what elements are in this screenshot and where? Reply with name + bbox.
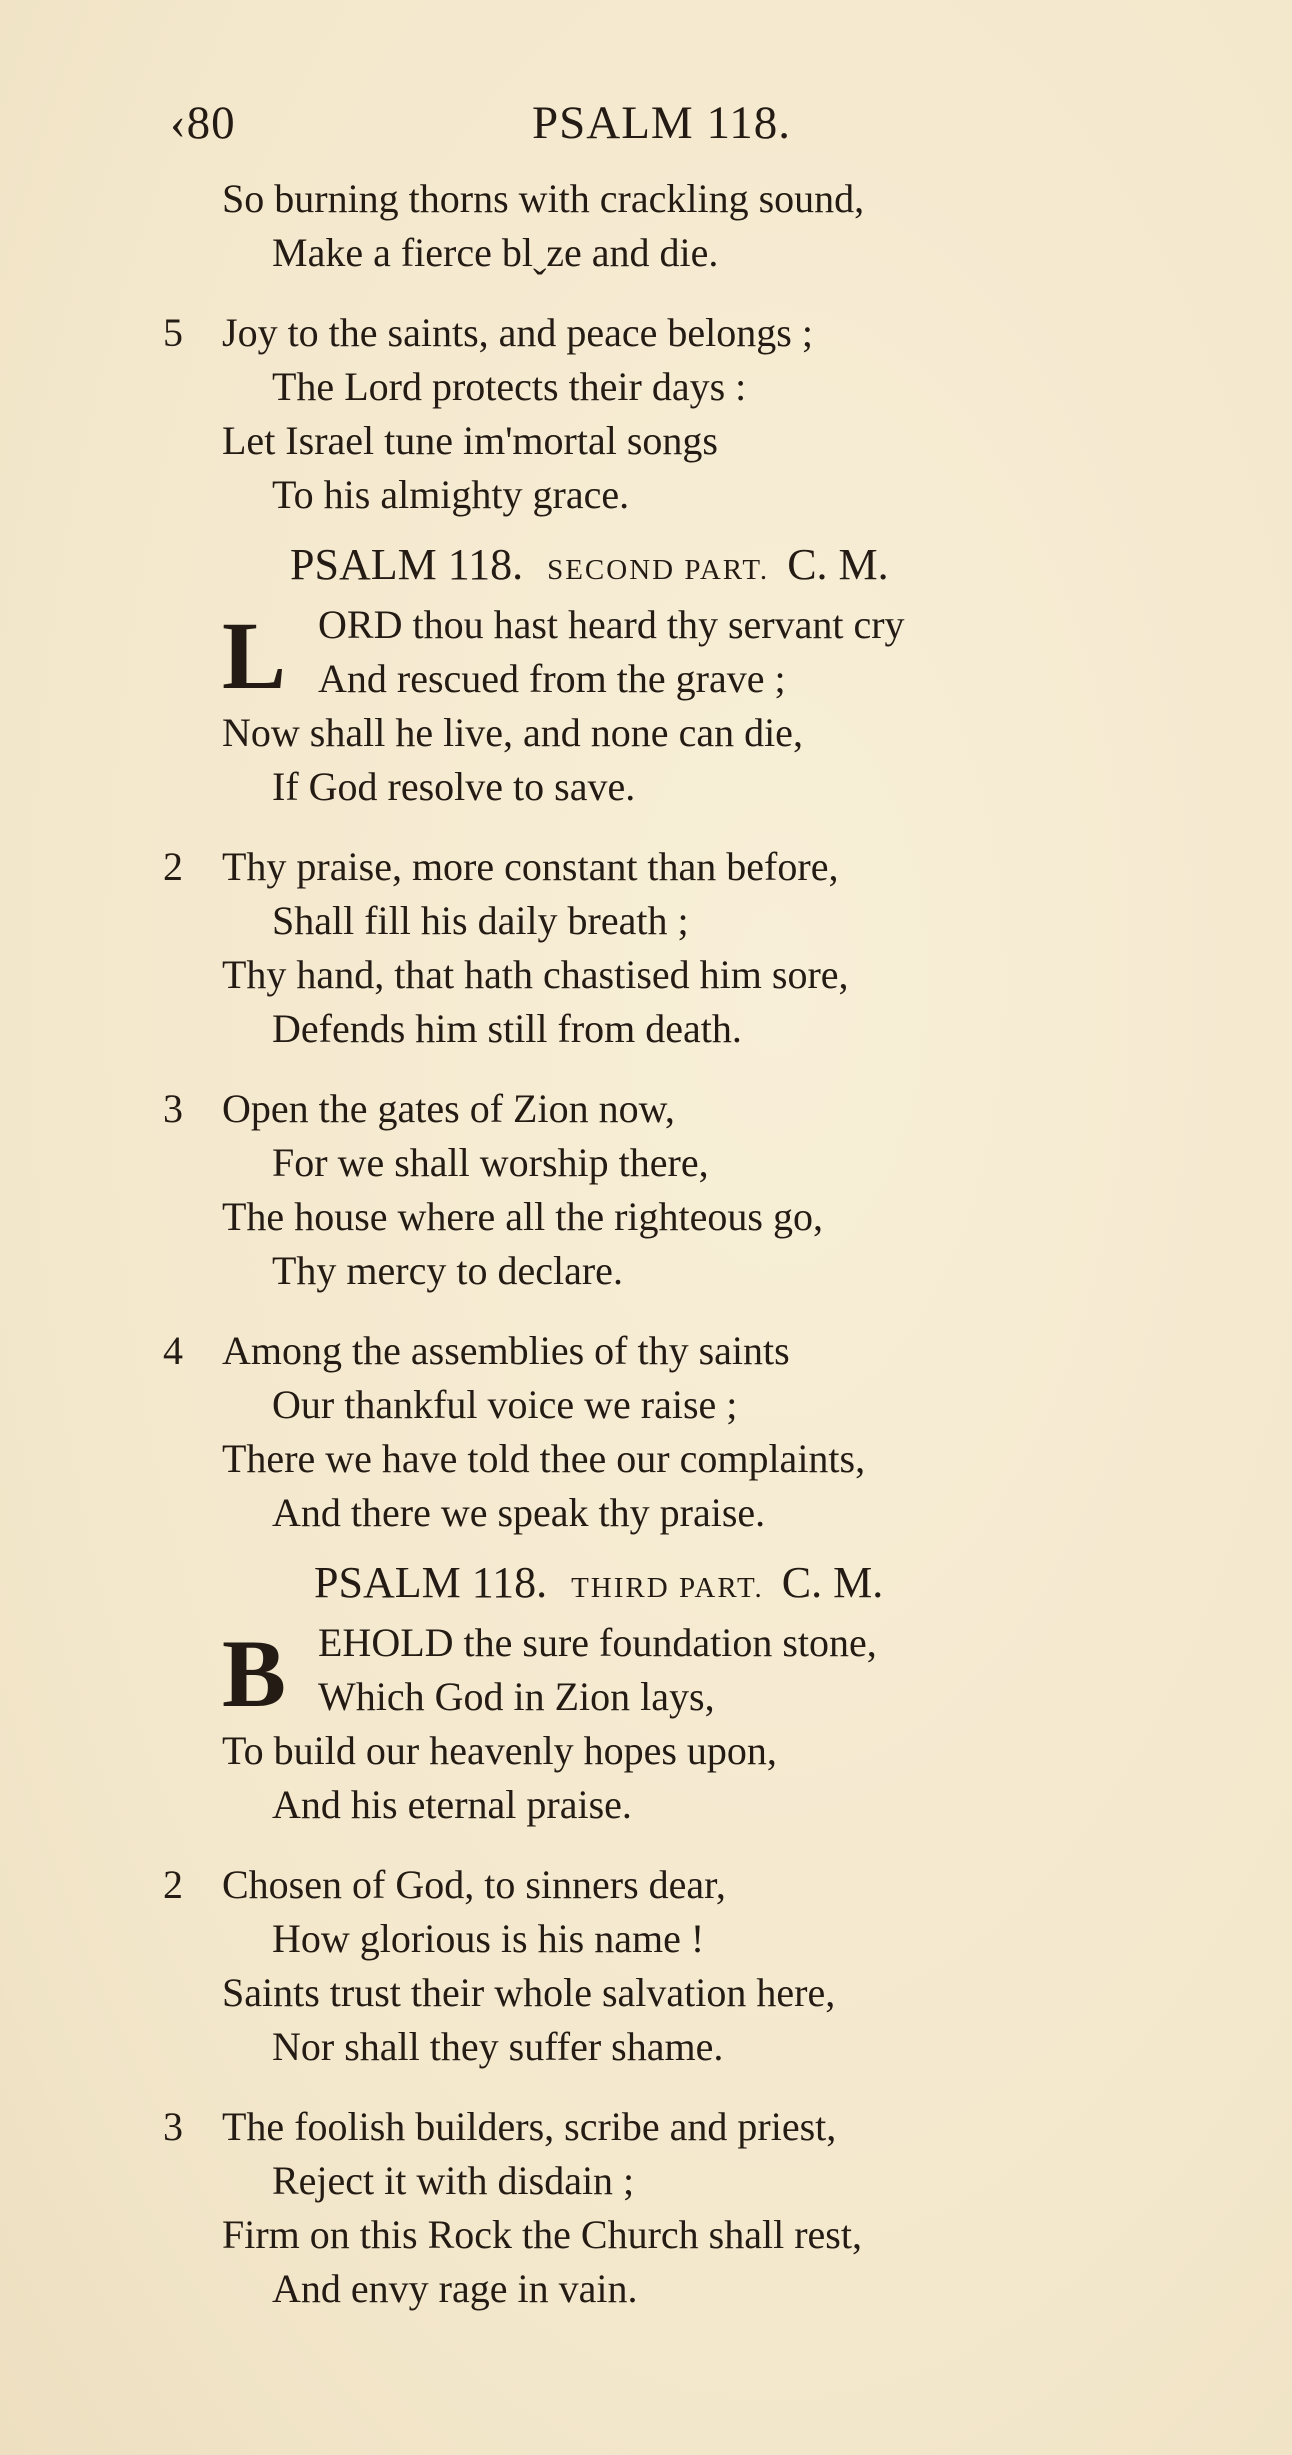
verse-line — [0, 1670, 1292, 1724]
verse-line — [0, 894, 1292, 948]
verse-text: Reject it with disdain ; — [272, 2158, 635, 2203]
verse-line — [0, 1082, 1292, 1136]
verse-line — [0, 1724, 1292, 1778]
page-number: ‹80 — [170, 97, 236, 149]
part-heading — [0, 1550, 1292, 1616]
verse-line — [0, 172, 1292, 226]
part-heading-text — [314, 1550, 883, 1621]
verse-text: If God resolve to save. — [272, 764, 636, 809]
verse-line — [0, 414, 1292, 468]
verse-text: To his almighty grace. — [272, 472, 630, 517]
verse-line — [0, 2262, 1292, 2316]
verse-text: Make a fierce blˬze and die. — [272, 230, 719, 275]
verse-text: The Lord protects their days : — [272, 364, 747, 409]
verse-line — [0, 1002, 1292, 1056]
stanza-number: 2 — [163, 844, 183, 889]
verse-text: And rescued from the grave ; — [318, 656, 786, 701]
verse-text: So burning thorns with crackling sound, — [222, 176, 865, 221]
psalm-title: PSALM 118. — [290, 540, 524, 589]
verse-text: And his eternal praise. — [272, 1782, 632, 1827]
verse-line — [0, 948, 1292, 1002]
verse-line — [0, 1244, 1292, 1298]
verse-text: Our thankful voice we raise ; — [272, 1382, 738, 1427]
verse-text: Nor shall they suffer shame. — [272, 2024, 724, 2069]
meter-label: C. M. — [787, 540, 889, 589]
verse-line — [0, 706, 1292, 760]
verse-line — [0, 360, 1292, 414]
verse-text: How glorious is his name ! — [272, 1916, 705, 1961]
verse-text: For we shall worship there, — [272, 1140, 709, 1185]
verse-text: Chosen of God, to sinners dear, — [222, 1862, 726, 1907]
verse-text: And there we speak thy praise. — [272, 1490, 766, 1535]
verse-text: Saints trust their whole salvation here, — [222, 1970, 836, 2015]
verse-line — [0, 2100, 1292, 2154]
verse-line — [0, 840, 1292, 894]
verse-text: The house where all the righteous go, — [222, 1194, 823, 1239]
verse-text: Among the assemblies of thy saints — [222, 1328, 790, 1373]
part-label: SECOND PART. — [547, 554, 770, 586]
stanza-gap — [0, 1832, 1292, 1858]
opening-stanza — [0, 598, 1292, 814]
verse-text: Joy to the saints, and peace belongs ; — [222, 310, 813, 355]
verse-text: Let Israel tune im'mortal songs — [222, 418, 718, 463]
stanza-number: 3 — [163, 2104, 183, 2149]
verse-line — [0, 226, 1292, 280]
psalm-title: PSALM 118. — [314, 1558, 548, 1607]
page-header — [170, 96, 1170, 156]
part-heading-text — [290, 532, 889, 603]
opening-stanza — [0, 1616, 1292, 1832]
verse-text: The foolish builders, scribe and priest, — [222, 2104, 837, 2149]
verse-line — [0, 1616, 1292, 1670]
verse-text: Thy mercy to declare. — [272, 1248, 623, 1293]
stanza-gap — [0, 2316, 1292, 2326]
verse-text: Thy praise, more constant than before, — [222, 844, 839, 889]
verse-line — [0, 1778, 1292, 1832]
stanza-gap — [0, 814, 1292, 840]
verse-text: There we have told thee our complaints, — [222, 1436, 866, 1481]
stanza-number: 3 — [163, 1086, 183, 1131]
part-heading — [0, 532, 1292, 598]
verse-line — [0, 468, 1292, 522]
verse-line — [0, 1912, 1292, 1966]
verse-text: Now shall he live, and none can die, — [222, 710, 803, 755]
verse-line — [0, 1324, 1292, 1378]
verse-line — [0, 2020, 1292, 2074]
verse-line — [0, 1486, 1292, 1540]
stanza-number: 4 — [163, 1328, 183, 1373]
verse-text: To build our heavenly hopes upon, — [222, 1728, 777, 1773]
stanza-number: 5 — [163, 310, 183, 355]
verse-text: Firm on this Rock the Church shall rest, — [222, 2212, 862, 2257]
stanza-gap — [0, 1298, 1292, 1324]
verse-line — [0, 598, 1292, 652]
verse-text: Defends him still from death. — [272, 1006, 742, 1051]
stanza-gap — [0, 1056, 1292, 1082]
verse-text: ORD thou hast heard thy servant cry — [318, 602, 905, 647]
drop-cap: L — [222, 602, 287, 709]
verse-line — [0, 1378, 1292, 1432]
verse-text: EHOLD the sure foundation stone, — [318, 1620, 877, 1665]
verse-text: Shall fill his daily breath ; — [272, 898, 689, 943]
meter-label: C. M. — [781, 1558, 884, 1607]
verse-line — [0, 2208, 1292, 2262]
verse-line — [0, 1432, 1292, 1486]
verse-line — [0, 2154, 1292, 2208]
stanza-gap — [0, 1540, 1292, 1550]
verse-line — [0, 760, 1292, 814]
page-body — [0, 172, 1292, 2326]
stanza-gap — [0, 280, 1292, 306]
part-label: THIRD PART. — [571, 1572, 764, 1604]
drop-cap: B — [222, 1620, 287, 1727]
verse-line — [0, 1858, 1292, 1912]
verse-line — [0, 652, 1292, 706]
verse-text: And envy rage in vain. — [272, 2266, 638, 2311]
verse-line — [0, 1190, 1292, 1244]
running-title: PSALM 118. — [532, 97, 791, 149]
stanza-gap — [0, 522, 1292, 532]
verse-text: Thy hand, that hath chastised him sore, — [222, 952, 849, 997]
verse-line — [0, 306, 1292, 360]
verse-text: Open the gates of Zion now, — [222, 1086, 675, 1131]
stanza-number: 2 — [163, 1862, 183, 1907]
verse-text: Which God in Zion lays, — [318, 1674, 715, 1719]
verse-line — [0, 1966, 1292, 2020]
verse-line — [0, 1136, 1292, 1190]
stanza-gap — [0, 2074, 1292, 2100]
